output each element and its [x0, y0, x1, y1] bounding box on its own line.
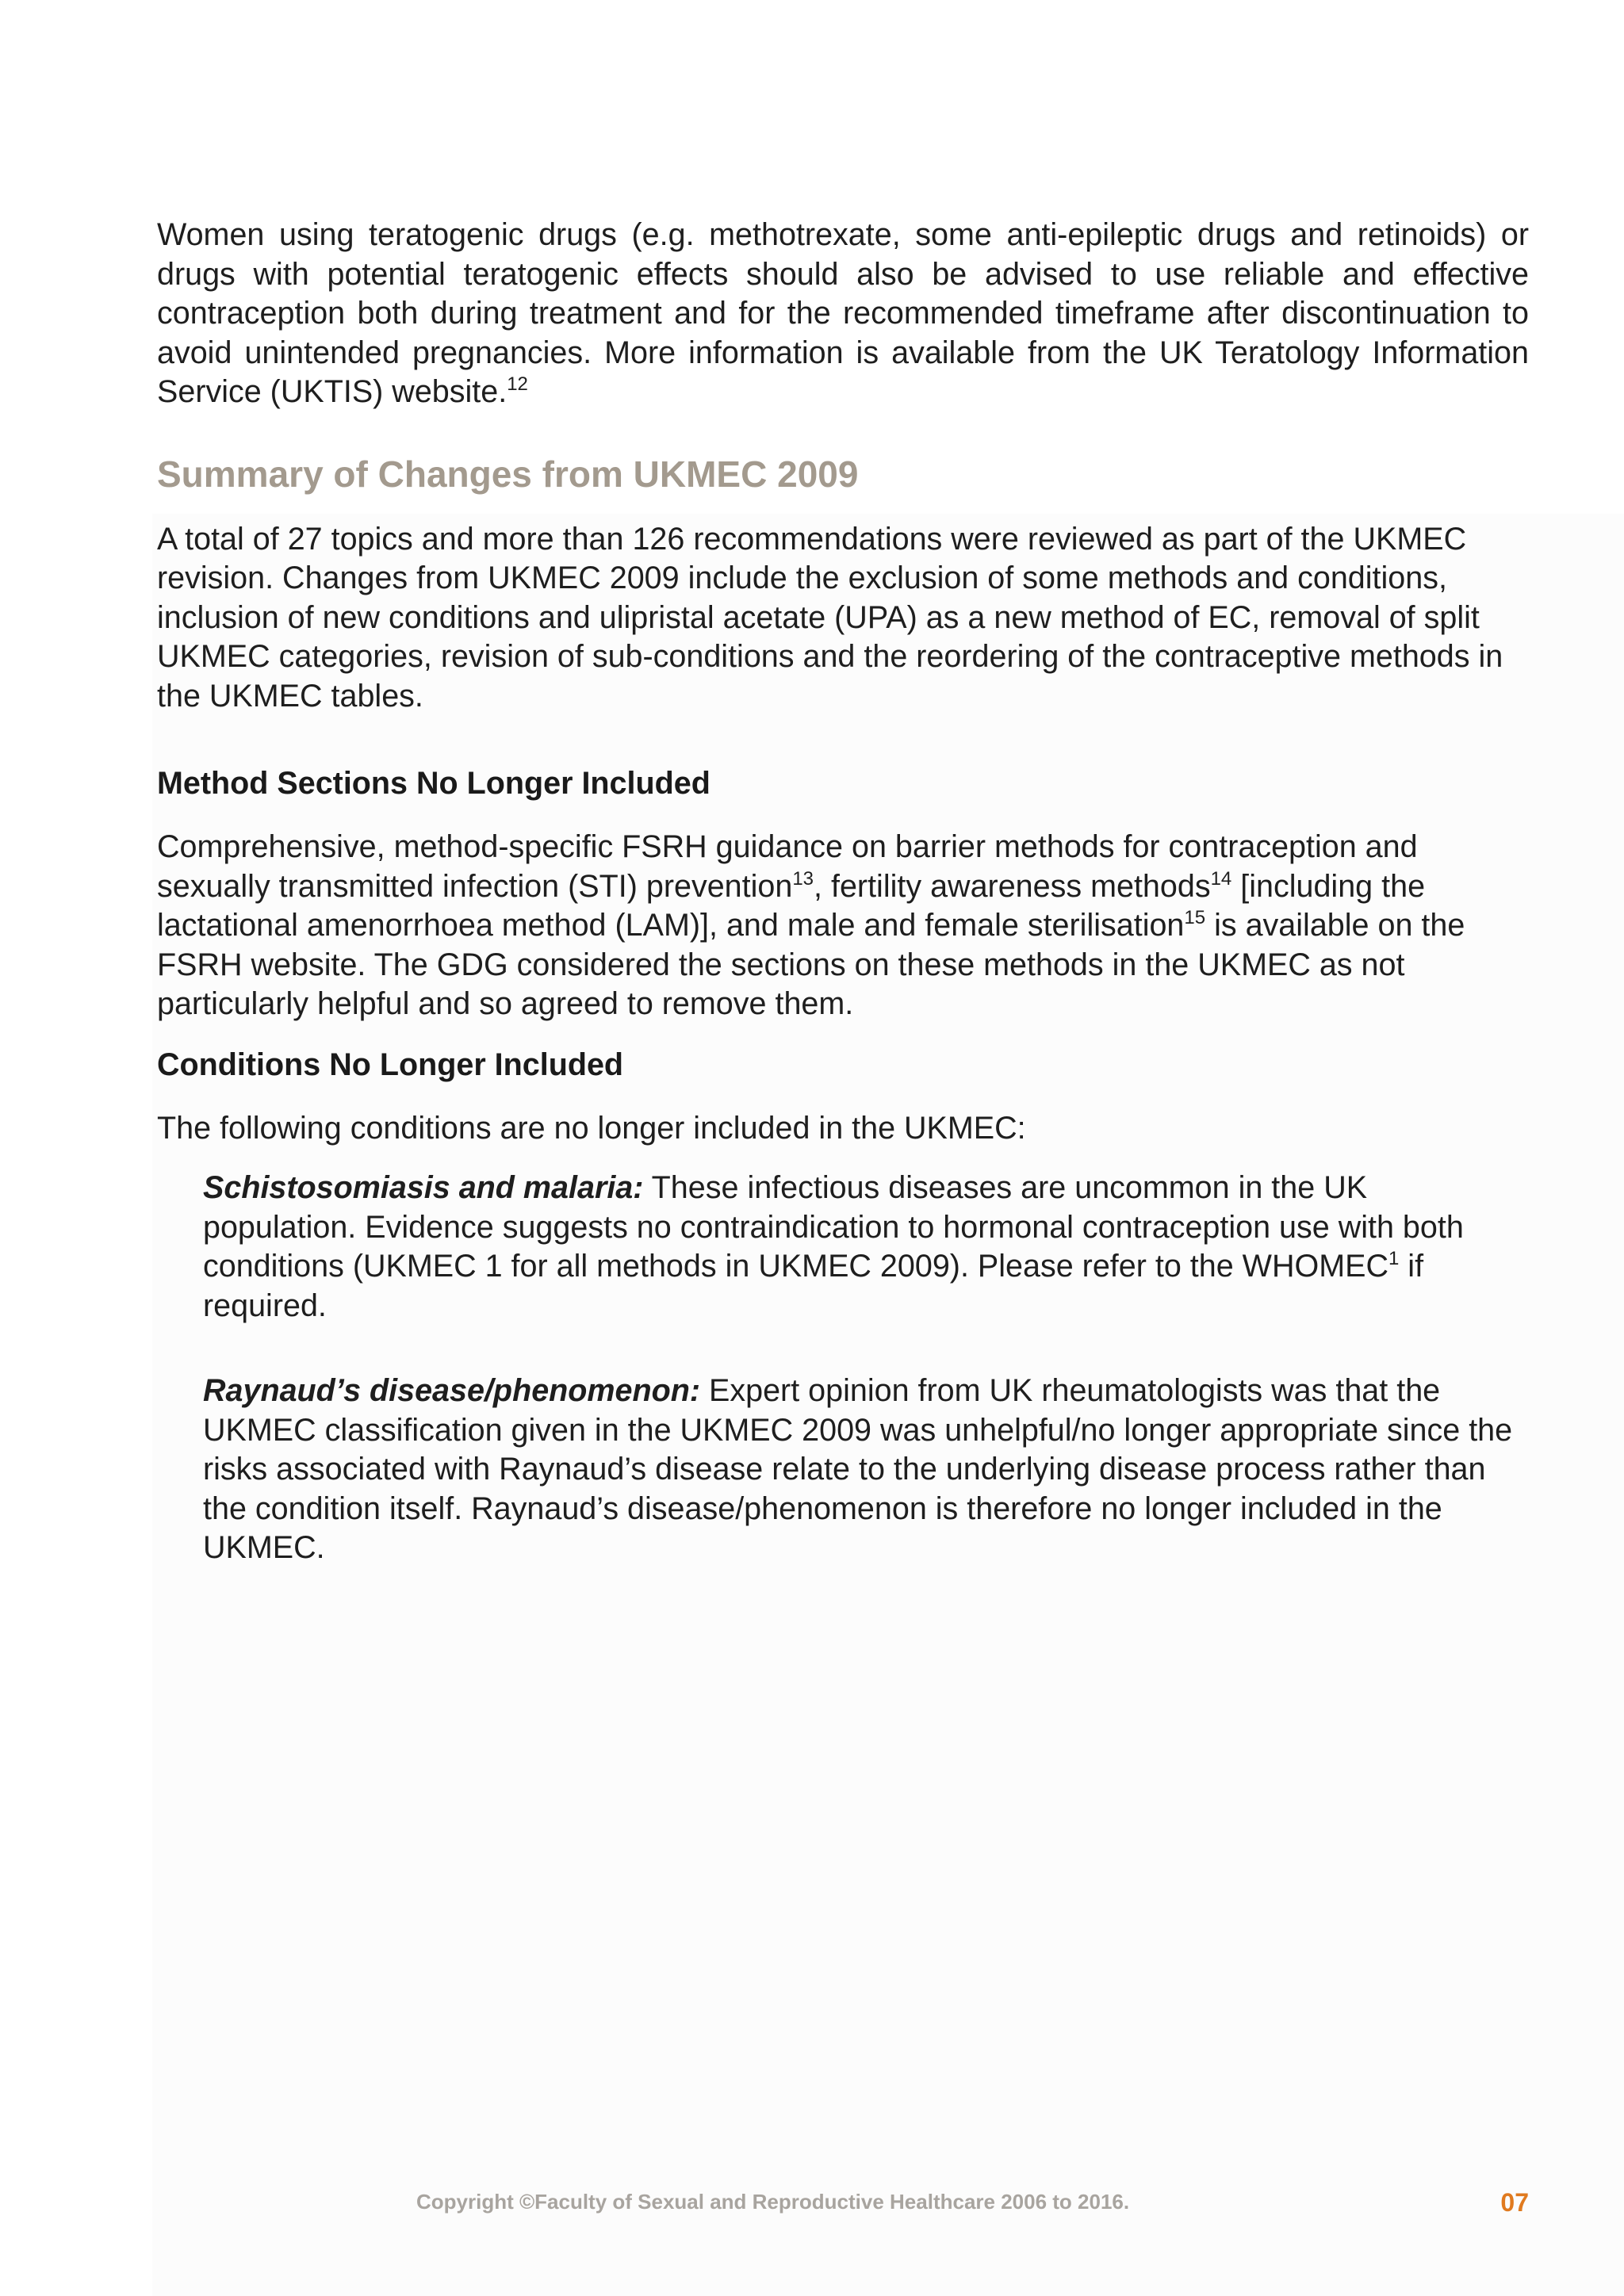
- footnote-ref: 13: [792, 867, 814, 890]
- methods-text: , fertility awareness methods: [814, 868, 1211, 904]
- intro-paragraph: [157, 216, 1529, 412]
- condition-item-schistosomiasis: [157, 1169, 1529, 1326]
- intro-text: Women using teratogenic drugs (e.g. methotrexate, some anti-epileptic drugs and retinoids) or drugs with potential teratogenic effects should also be advised to use reliable and effective contraception both during treatment and for the recommended timeframe after discontinuation to avoid unintended pregnancies. More information is available from the UK Teratology Information Service (UKTIS) website.: [157, 217, 1529, 409]
- footnote-ref: 14: [1210, 867, 1232, 890]
- conditions-lead: The following conditions are no longer included in the UKMEC:: [157, 1110, 1026, 1146]
- condition-text: These infectious diseases are uncommon in the UK population. Evidence suggests no contraindication to hormonal contraception use with both conditions (UKMEC 1 for all methods in UKMEC 2009). Please refer to the WHOMEC: [203, 1170, 1464, 1284]
- summary-paragraph: A total of 27 topics and more than 126 recommendations were reviewed as part of the UKMEC revision. Changes from UKMEC 2009 include the exclusion of some methods and conditions, inclusion of new conditions and ulipristal acetate (UPA) as a new method of EC, removal of split UKMEC categories, revision of sub-conditions and the reordering of the contraceptive methods in the UKMEC tables.: [157, 521, 1503, 714]
- section-heading-summary: Summary of Changes from UKMEC 2009: [157, 453, 859, 495]
- methods-text: [including the lactational amenorrhoea method (LAM)], and male and female sterilisation: [157, 868, 1426, 943]
- footnote-ref: 1: [1388, 1248, 1400, 1269]
- condition-text: Expert opinion from UK rheumatologists was that the UKMEC classification given in the UKMEC 2009 was unhelpful/no longer appropriate since the risks associated with Raynaud’s disease relate to the underlying disease process rather than the condition itself. Raynaud’s disease/phenomenon is therefore no longer included in the UKMEC.: [203, 1373, 1513, 1565]
- subheading-method-sections: Method Sections No Longer Included: [157, 766, 710, 801]
- methods-text: is available on the FSRH website. The GDG considered the sections on these methods in the UKMEC as not particularly helpful and so agreed to remove them.: [157, 908, 1465, 1021]
- subheading-conditions: Conditions No Longer Included: [157, 1047, 624, 1082]
- footnote-ref: 15: [1184, 907, 1206, 928]
- condition-text: if required.: [203, 1249, 1424, 1323]
- page-content: [157, 216, 1529, 1568]
- footer-copyright: Copyright ©Faculty of Sexual and Reproductive Healthcare 2006 to 2016.: [416, 2190, 1130, 2214]
- condition-item-raynauds: [157, 1372, 1529, 1568]
- condition-term: Schistosomiasis and malaria:: [203, 1170, 644, 1205]
- condition-term: Raynaud’s disease/phenomenon:: [203, 1373, 701, 1408]
- methods-paragraph: [157, 828, 1529, 1024]
- footnote-ref: 12: [507, 373, 528, 395]
- page-number: 07: [1500, 2188, 1529, 2217]
- methods-text: Comprehensive, method-specific FSRH guidance on barrier methods for contraception and sexually transmitted infection (STI) prevention: [157, 829, 1418, 904]
